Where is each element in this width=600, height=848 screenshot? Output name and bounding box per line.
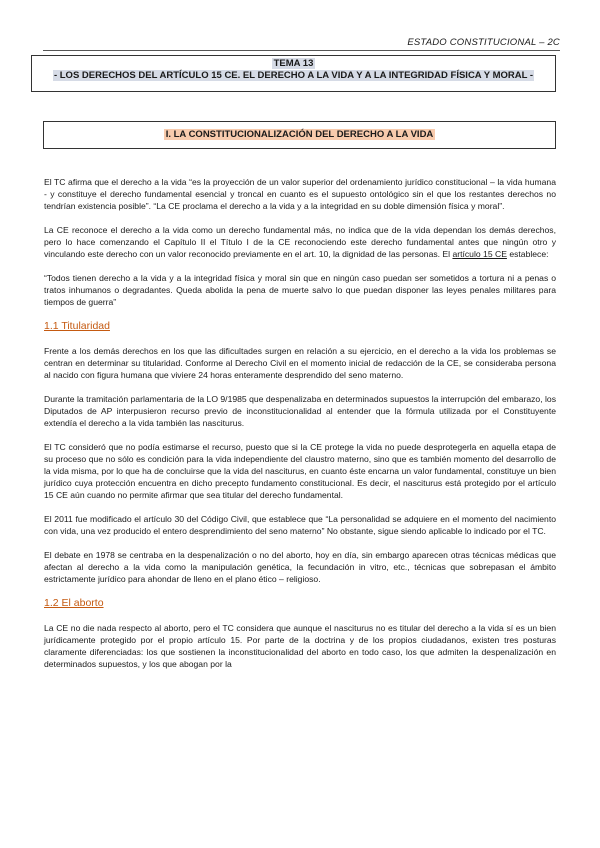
- subheading-aborto: 1.2 El aborto: [44, 597, 104, 609]
- paragraph: Durante la tramitación parlamentaria de la LO 9/1985 que despenalizaba en determinados supuestos la interrupción del embarazo, los Diputados de AP interpusieron recurso previo de inconstitucionalidad al entender que la fórmula utilizada por el Constituyente extendía el derecho a la vida también las nasciturus.: [44, 394, 556, 428]
- article-reference-link: artículo 15 CE: [452, 249, 507, 259]
- paragraph: El debate en 1978 se centraba en la despenalización o no del aborto, hoy en día, sin embargo aparecen otras técnicas médicas que afectan al derecho a la vida como la manipulación genética, la fecundación in vitro, etc., técnicas que sobrepasan el ámbito estrictamente jurídico para ahondar de lleno en el plano ético – religioso.: [44, 550, 556, 584]
- tema-title-box: [31, 55, 556, 92]
- section-title: I. LA CONSTITUCIONALIZACIÓN DEL DERECHO A LA VIDA: [165, 129, 434, 140]
- tema-title: - LOS DERECHOS DEL ARTÍCULO 15 CE. EL DERECHO A LA VIDA Y A LA INTEGRIDAD FÍSICA Y MORAL -: [53, 70, 534, 81]
- paragraph: [44, 224, 556, 260]
- subheading-titularidad: 1.1 Titularidad: [44, 320, 110, 332]
- paragraph: La CE no die nada respecto al aborto, pero el TC considera que aunque el nasciturus no es titular del derecho a la vida sí es un bien jurídicamente protegido por el propio artículo 15. Por parte de la doctrina y de los propios ciudadanos, existen tres posturas claramente diferenciadas: los que sostienen la inconstitucionalidad del aborto en todo caso, los que admiten la despenalización en determinados supuestos, y los que abogan por la: [44, 623, 556, 669]
- header-rule: [43, 50, 560, 51]
- tema-number: TEMA 13: [273, 58, 314, 69]
- paragraph: Frente a los demás derechos en los que las dificultades surgen en relación a su ejercicio, en el derecho a la vida los problemas se centran en determinar su titularidad. Conforme al Derecho Civil en el momento inicial de redacción de la CE, se consideraba persona al nacido con figura humana que viviere 24 horas enteramente desprendido del seno materno.: [44, 346, 556, 380]
- paragraph: El 2011 fue modificado el artículo 30 del Código Civil, que establece que “La personalidad se adquiere en el momento del nacimiento con vida, una vez producido el entero desprendimiento del seno materno” No obstante, sigue siendo aplicable lo indicado por el TC.: [44, 514, 556, 536]
- paragraph: El TC consideró que no podía estimarse el recurso, puesto que si la CE protege la vida no puede desprotegerla en aquella etapa de su proceso que no sólo es condición para la vida independiente del claustro materno, sino que es también momento del desarrollo de la vida misma, por lo que ha de concluirse que la vida del nasciturus, en cuanto éste encarna un valor fundamental, constituye un bien jurídico cuya protección encuentra en dicho precepto fundamento constitucional. Es decir, el nasciturus está protegido por el artículo 15 CE aún cuando no permite afirmar que sea titular del derecho fundamental.: [44, 442, 556, 500]
- paragraph-text: establece:: [506, 249, 549, 259]
- section-title-box: [43, 121, 556, 149]
- paragraph-text: La CE reconoce el derecho a la vida como un derecho fundamental más, no indica que de la vida dependan los demás derechos, pero lo hace comenzando el Capítulo II el Título I de la CE reconociendo este derecho fundamental antes que ningún otro y vinculando este derecho con un valor reconocido previamente en el art. 10, la dignidad de las personas. El: [44, 225, 556, 259]
- paragraph: El TC afirma que el derecho a la vida “es la proyección de un valor superior del ordenamiento jurídico constitucional – la vida humana - y constituye el derecho fundamental esencial y troncal en cuanto es el supuesto ontológico sin el que los restantes derechos no tendrían existencia posible”. “La CE proclama el derecho a la vida y a la integridad en su doble dimensión física y moral”.: [44, 177, 556, 211]
- quote-paragraph: “Todos tienen derecho a la vida y a la integridad física y moral sin que en ningún caso puedan ser sometidos a tortura ni a penas o tratos inhumanos o degradantes. Queda abolida la pena de muerte salvo lo que puedan disponer las leyes penales militares para tiempos de guerra”: [44, 273, 556, 307]
- running-header: ESTADO CONSTITUCIONAL – 2C: [407, 37, 560, 48]
- document-body: [44, 176, 556, 682]
